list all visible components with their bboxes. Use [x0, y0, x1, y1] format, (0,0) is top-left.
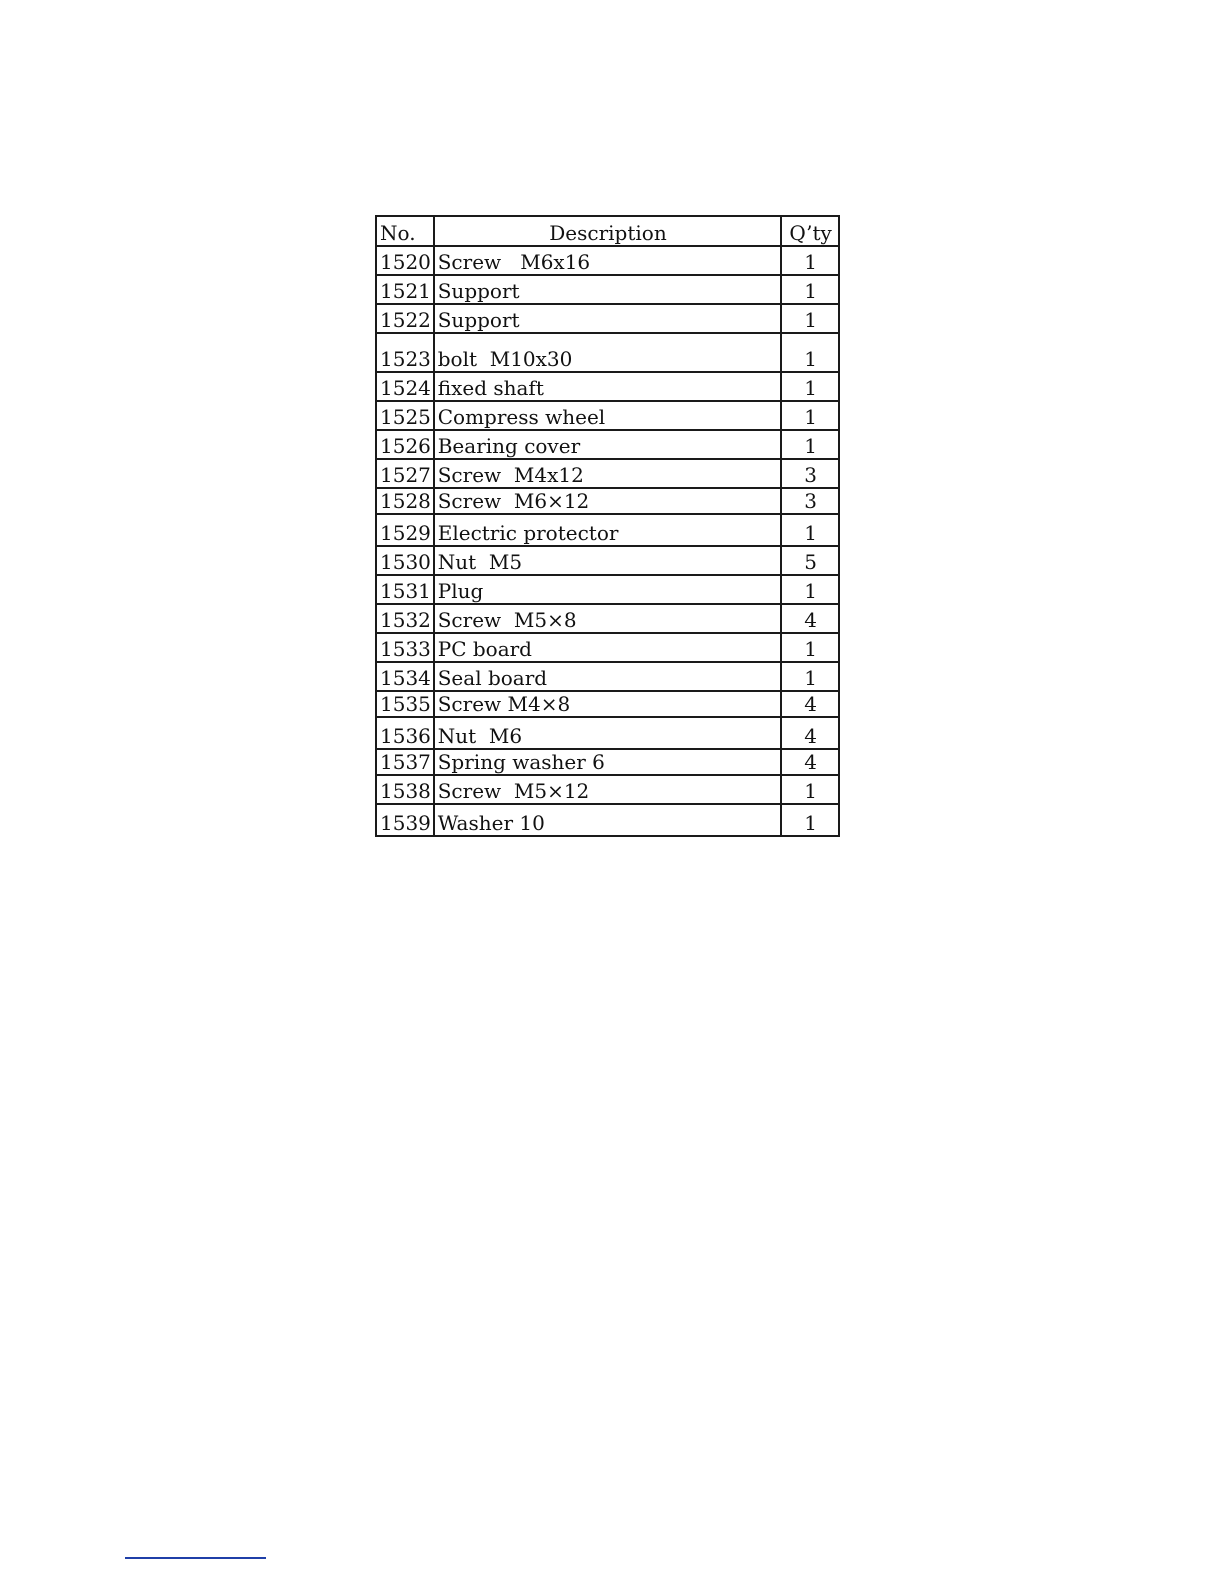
part-quantity: 1	[781, 372, 839, 401]
table-row	[376, 749, 839, 775]
table-row	[376, 804, 839, 836]
part-description: PC board	[434, 633, 782, 662]
part-quantity: 1	[781, 304, 839, 333]
part-number: 1520	[376, 246, 434, 275]
part-number: 1523	[376, 333, 434, 372]
part-number: 1526	[376, 430, 434, 459]
table-row	[376, 514, 839, 546]
part-description: Washer 10	[434, 804, 782, 836]
part-quantity: 1	[781, 804, 839, 836]
part-quantity: 4	[781, 749, 839, 775]
part-number: 1521	[376, 275, 434, 304]
part-quantity: 1	[781, 514, 839, 546]
part-quantity: 1	[781, 633, 839, 662]
part-quantity: 3	[781, 488, 839, 514]
part-description: Screw M6x16	[434, 246, 782, 275]
part-quantity: 1	[781, 246, 839, 275]
header-description: Description	[434, 216, 782, 246]
part-number: 1522	[376, 304, 434, 333]
part-quantity: 1	[781, 662, 839, 691]
part-quantity: 4	[781, 604, 839, 633]
table-row	[376, 775, 839, 804]
part-quantity: 1	[781, 575, 839, 604]
table-row	[376, 546, 839, 575]
part-description: Electric protector	[434, 514, 782, 546]
table-row	[376, 401, 839, 430]
table-header-row	[376, 216, 839, 246]
part-number: 1524	[376, 372, 434, 401]
table-row	[376, 304, 839, 333]
part-description: Compress wheel	[434, 401, 782, 430]
part-description: Screw M4x12	[434, 459, 782, 488]
part-description: Nut M5	[434, 546, 782, 575]
part-description: Nut M6	[434, 717, 782, 749]
part-number: 1538	[376, 775, 434, 804]
table-row	[376, 372, 839, 401]
part-quantity: 3	[781, 459, 839, 488]
part-number: 1525	[376, 401, 434, 430]
part-quantity: 1	[781, 401, 839, 430]
part-description: Support	[434, 275, 782, 304]
part-quantity: 4	[781, 717, 839, 749]
part-number: 1531	[376, 575, 434, 604]
part-description: Plug	[434, 575, 782, 604]
table-row	[376, 333, 839, 372]
table-row	[376, 246, 839, 275]
part-description: Screw M5×8	[434, 604, 782, 633]
part-number: 1532	[376, 604, 434, 633]
part-quantity: 1	[781, 275, 839, 304]
part-number: 1533	[376, 633, 434, 662]
part-description: fixed shaft	[434, 372, 782, 401]
table-row	[376, 575, 839, 604]
part-number: 1539	[376, 804, 434, 836]
part-quantity: 5	[781, 546, 839, 575]
part-quantity: 4	[781, 691, 839, 717]
part-description: Screw M5×12	[434, 775, 782, 804]
part-description: Seal board	[434, 662, 782, 691]
part-number: 1529	[376, 514, 434, 546]
table-row	[376, 488, 839, 514]
part-description: Spring washer 6	[434, 749, 782, 775]
parts-table	[375, 215, 840, 837]
table-row	[376, 430, 839, 459]
part-number: 1536	[376, 717, 434, 749]
part-quantity: 1	[781, 775, 839, 804]
part-number: 1530	[376, 546, 434, 575]
table-row	[376, 275, 839, 304]
part-description: Screw M6×12	[434, 488, 782, 514]
part-quantity: 1	[781, 333, 839, 372]
table-row	[376, 459, 839, 488]
table-row	[376, 717, 839, 749]
part-description: Support	[434, 304, 782, 333]
part-number: 1527	[376, 459, 434, 488]
part-number: 1534	[376, 662, 434, 691]
header-no: No.	[376, 216, 434, 246]
footnote-separator-line	[125, 1557, 266, 1559]
table-row	[376, 691, 839, 717]
table-row	[376, 633, 839, 662]
table-row	[376, 604, 839, 633]
part-description: Screw M4×8	[434, 691, 782, 717]
part-description: Bearing cover	[434, 430, 782, 459]
part-quantity: 1	[781, 430, 839, 459]
header-qty: Q’ty	[781, 216, 839, 246]
part-description: bolt M10x30	[434, 333, 782, 372]
part-number: 1537	[376, 749, 434, 775]
table-row	[376, 662, 839, 691]
part-number: 1528	[376, 488, 434, 514]
part-number: 1535	[376, 691, 434, 717]
